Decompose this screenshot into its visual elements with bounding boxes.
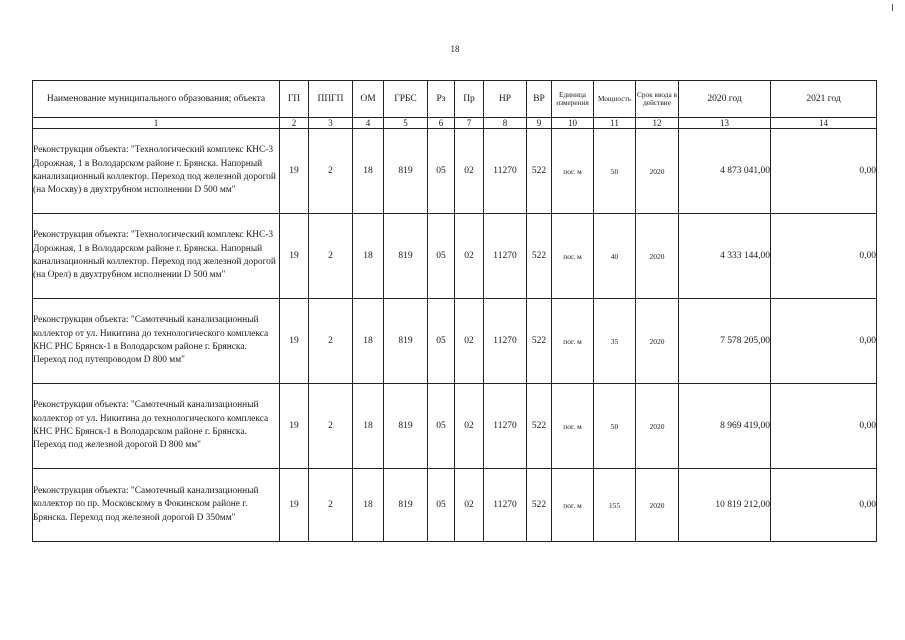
amount-2021-cell: 0,00 (771, 469, 877, 542)
column-number: 14 (771, 118, 877, 129)
amount-2020-cell: 4 873 041,00 (679, 129, 771, 214)
capacity-cell: 155 (594, 469, 636, 542)
table-row (33, 214, 877, 299)
gp-cell: 19 (280, 384, 309, 469)
object-name: Реконструкция объекта: "Самотечный канализационный коллектор от ул. Никитина до технологического комплекса КНС РНС Брянск-1 в Володарском районе г. Брянска. Переход под путепроводом D 800 мм" (33, 299, 280, 384)
table-row (33, 469, 877, 542)
header-pr: Пр (455, 81, 484, 118)
table-row (33, 129, 877, 214)
amount-2021-cell: 0,00 (771, 384, 877, 469)
commission-cell: 2020 (636, 299, 679, 384)
unit-cell: пог. м (552, 214, 594, 299)
pr-cell: 02 (455, 469, 484, 542)
column-number: 10 (552, 118, 594, 129)
table-row (33, 384, 877, 469)
vr-cell: 522 (527, 299, 552, 384)
ppgp-cell: 2 (309, 469, 353, 542)
column-number-row (33, 118, 877, 129)
commission-cell: 2020 (636, 214, 679, 299)
gp-cell: 19 (280, 299, 309, 384)
unit-cell: пог. м (552, 384, 594, 469)
vr-cell: 522 (527, 384, 552, 469)
column-number: 3 (309, 118, 353, 129)
header-gp: ГП (280, 81, 309, 118)
ppgp-cell: 2 (309, 384, 353, 469)
grbs-cell: 819 (384, 384, 428, 469)
vr-cell: 522 (527, 214, 552, 299)
grbs-cell: 819 (384, 469, 428, 542)
header-ppgp: ППГП (309, 81, 353, 118)
om-cell: 18 (353, 129, 384, 214)
amount-2020-cell: 4 333 144,00 (679, 214, 771, 299)
header-vr: ВР (527, 81, 552, 118)
header-om: ОМ (353, 81, 384, 118)
column-number: 4 (353, 118, 384, 129)
header-name: Наименование муниципального образования; объекта (33, 81, 280, 118)
amount-2020-cell: 10 819 212,00 (679, 469, 771, 542)
rz-cell: 05 (428, 384, 455, 469)
commission-cell: 2020 (636, 384, 679, 469)
gp-cell: 19 (280, 129, 309, 214)
pr-cell: 02 (455, 214, 484, 299)
capacity-cell: 50 (594, 129, 636, 214)
rz-cell: 05 (428, 214, 455, 299)
om-cell: 18 (353, 469, 384, 542)
grbs-cell: 819 (384, 214, 428, 299)
column-number: 11 (594, 118, 636, 129)
amount-2020-cell: 7 578 205,00 (679, 299, 771, 384)
header-capacity: Мощность (594, 81, 636, 118)
header-2021: 2021 год (771, 81, 877, 118)
nr-cell: 11270 (484, 129, 527, 214)
header-nr: НР (484, 81, 527, 118)
grbs-cell: 819 (384, 129, 428, 214)
column-number: 1 (33, 118, 280, 129)
table-row (33, 299, 877, 384)
om-cell: 18 (353, 299, 384, 384)
amount-2021-cell: 0,00 (771, 214, 877, 299)
vr-cell: 522 (527, 129, 552, 214)
nr-cell: 11270 (484, 299, 527, 384)
scan-edge-mark (892, 4, 893, 11)
capacity-cell: 40 (594, 214, 636, 299)
commission-cell: 2020 (636, 469, 679, 542)
ppgp-cell: 2 (309, 214, 353, 299)
ppgp-cell: 2 (309, 129, 353, 214)
om-cell: 18 (353, 214, 384, 299)
column-number: 9 (527, 118, 552, 129)
commission-cell: 2020 (636, 129, 679, 214)
ppgp-cell: 2 (309, 299, 353, 384)
rz-cell: 05 (428, 469, 455, 542)
column-number: 12 (636, 118, 679, 129)
column-number: 13 (679, 118, 771, 129)
header-row (33, 81, 877, 118)
capacity-cell: 50 (594, 384, 636, 469)
column-number: 7 (455, 118, 484, 129)
unit-cell: пог. м (552, 469, 594, 542)
rz-cell: 05 (428, 129, 455, 214)
column-number: 2 (280, 118, 309, 129)
pr-cell: 02 (455, 299, 484, 384)
unit-cell: пог. м (552, 129, 594, 214)
pr-cell: 02 (455, 384, 484, 469)
amount-2021-cell: 0,00 (771, 299, 877, 384)
object-name: Реконструкция объекта: "Технологический комплекс КНС-3 Дорожная, 1 в Володарском районе г. Брянска. Напорный канализационный коллектор. Переход под железной дорогой (на Орел) в двухтрубном исполнении D 500 мм" (33, 214, 280, 299)
column-number: 5 (384, 118, 428, 129)
header-unit: Единица измерения (552, 81, 594, 118)
nr-cell: 11270 (484, 384, 527, 469)
gp-cell: 19 (280, 214, 309, 299)
header-2020: 2020 год (679, 81, 771, 118)
object-name: Реконструкция объекта: "Технологический комплекс КНС-3 Дорожная, 1 в Володарском районе г. Брянска. Напорный канализационный коллектор. Переход под железной дорогой (на Москву) в двухтрубном исполнении D 500 мм" (33, 129, 280, 214)
om-cell: 18 (353, 384, 384, 469)
object-name: Реконструкция объекта: "Самотечный канализационный коллектор от ул. Никитина до технологического комплекса КНС РНС Брянск-1 в Володарском районе г. Брянска. Переход под железной дорогой D 800 мм" (33, 384, 280, 469)
vr-cell: 522 (527, 469, 552, 542)
unit-cell: пог. м (552, 299, 594, 384)
object-name: Реконструкция объекта: "Самотечный канализационный коллектор по пр. Московскому в Фокинском районе г. Брянска. Переход под железной дорогой D 350мм" (33, 469, 280, 542)
grbs-cell: 819 (384, 299, 428, 384)
pr-cell: 02 (455, 129, 484, 214)
nr-cell: 11270 (484, 214, 527, 299)
gp-cell: 19 (280, 469, 309, 542)
amount-2021-cell: 0,00 (771, 129, 877, 214)
nr-cell: 11270 (484, 469, 527, 542)
capacity-cell: 35 (594, 299, 636, 384)
column-number: 8 (484, 118, 527, 129)
header-rz: Рз (428, 81, 455, 118)
header-grbs: ГРБС (384, 81, 428, 118)
column-number: 6 (428, 118, 455, 129)
header-commission: Срок ввода в действие (636, 81, 679, 118)
budget-table (32, 80, 877, 542)
amount-2020-cell: 8 969 419,00 (679, 384, 771, 469)
rz-cell: 05 (428, 299, 455, 384)
page-number: 18 (450, 44, 460, 54)
